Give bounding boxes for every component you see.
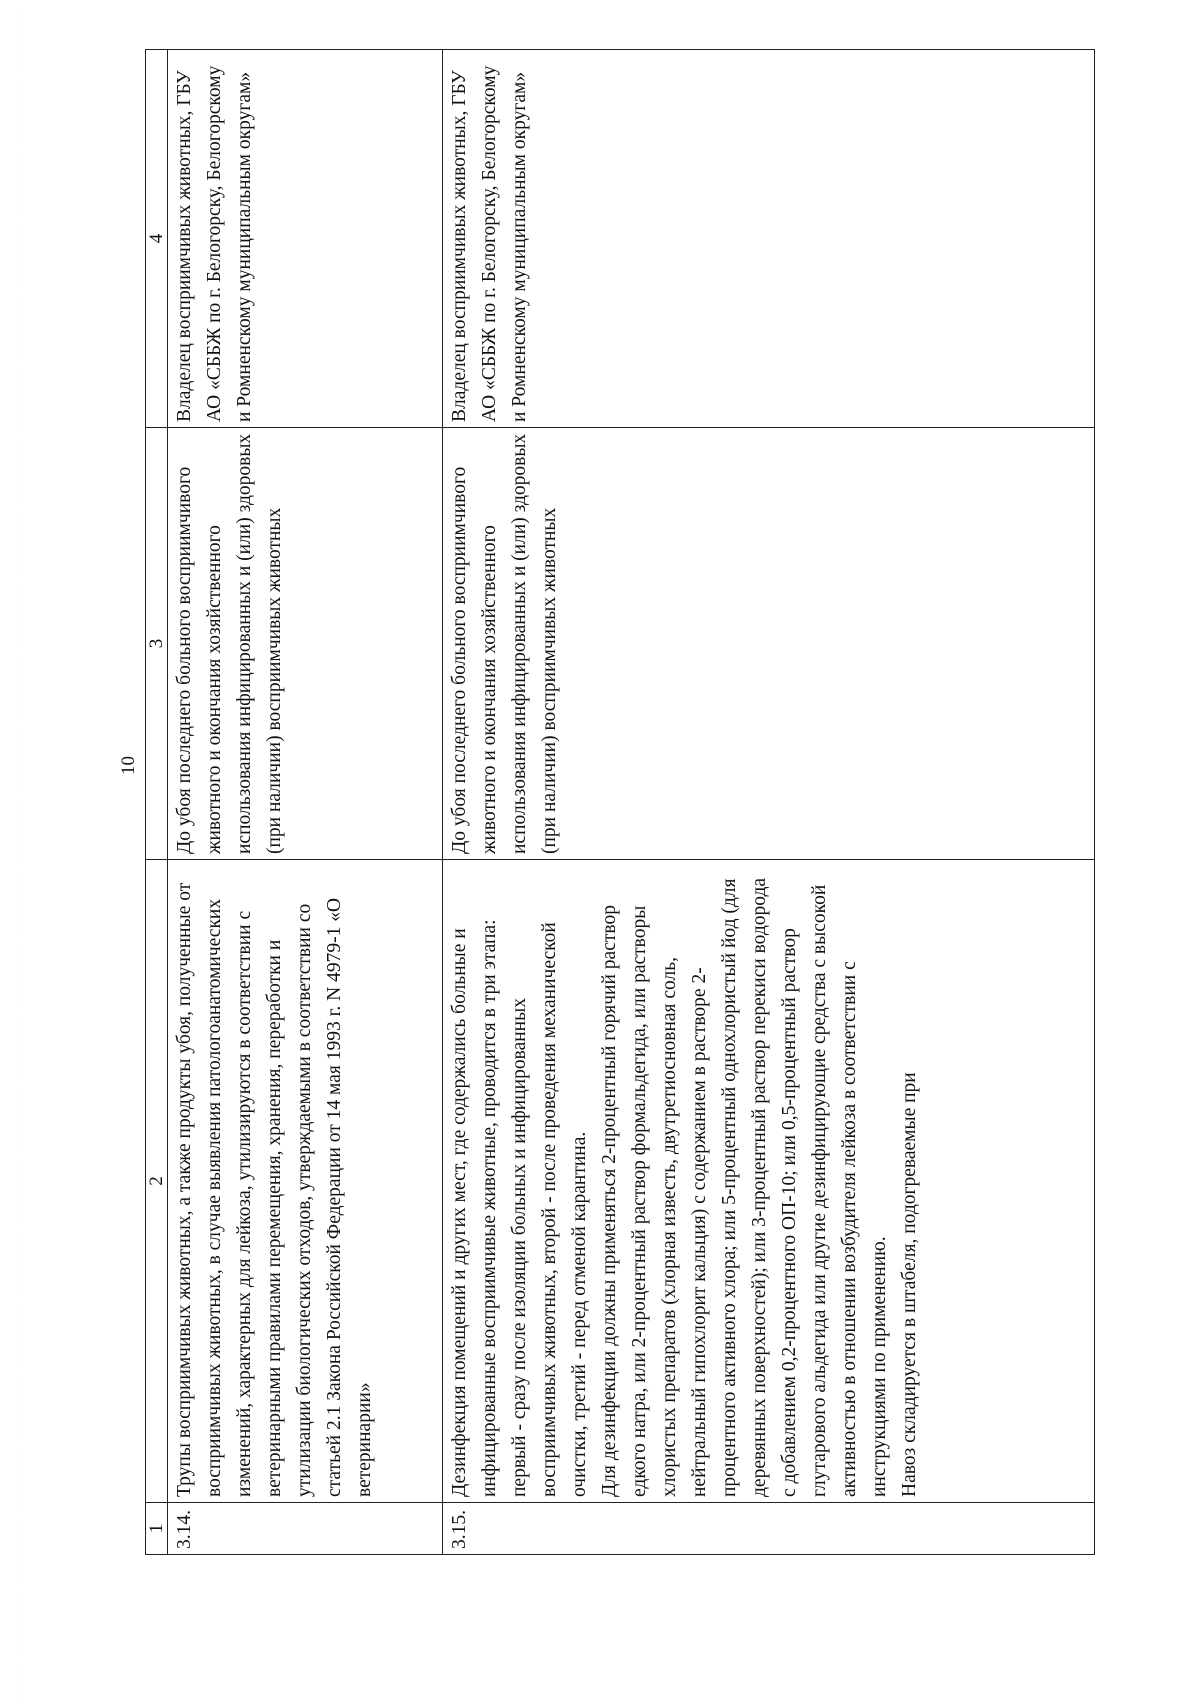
rotated-table-container [145, 50, 1095, 1555]
measure-paragraph: Навоз складируется в штабеля, подогреваемые при [899, 1072, 920, 1497]
timing-cell: До убоя последнего больного восприимчивого животного и окончания хозяйственного использования инфицированных и (или) здоровых (при наличии) восприимчивых животных [168, 428, 443, 860]
responsible-cell: Владелец восприимчивых животных, ГБУ АО «СББЖ по г. Белогорску, Белогорскому и Ромненскому муниципальным округам» [168, 50, 443, 428]
row-number: 3.14. [168, 1503, 443, 1555]
table-row [168, 50, 443, 1555]
header-row [146, 50, 168, 1555]
header-cell-1: 1 [146, 1503, 168, 1555]
row-number: 3.15. [443, 1503, 1095, 1555]
header-cell-2: 2 [146, 860, 168, 1503]
scan-edge-artifact [18, 0, 19, 1701]
responsible-cell: Владелец восприимчивых животных, ГБУ АО «СББЖ по г. Белогорску, Белогорскому и Ромненскому муниципальным округам» [443, 50, 1095, 428]
header-cell-4: 4 [146, 50, 168, 428]
measure-cell [443, 860, 1095, 1503]
header-cell-3: 3 [146, 428, 168, 860]
table-row [443, 50, 1095, 1555]
page-number: 10 [118, 756, 139, 775]
measure-paragraph: Для дезинфекции должны применяться 2-процентный горячий раствор едкого натра, или 2-процентный раствор формальдегида, или растворы хлористых препаратов (хлорная известь, двутретиосновная соль, нейтральный гипохлорит кальция) с содержанием в растворе 2-процентного активного хлора; или 5-процентный однохлористый йод (для деревянных поверхностей); или 3-процентный раствор перекиси водорода с добавлением 0,2-процентного ОП-10; или 0,5-процентный раствор глутарового альдегида или другие дезинфицирующие средства с высокой активностью в отношении возбудителя лейкоза в соответствии с инструкциями по применению. [599, 877, 890, 1497]
timing-cell: До убоя последнего больного восприимчивого животного и окончания хозяйственного использования инфицированных и (или) здоровых (при наличии) восприимчивых животных [443, 428, 1095, 860]
measure-cell: Трупы восприимчивых животных, а также продукты убоя, полученные от восприимчивых животных, в случае выявления патологоанатомических изменений, характерных для лейкоза, утилизируются в соответствии с ветеринарными правилами перемещения, хранения, переработки и утилизации биологических отходов, утверждаемыми в соответствии со статьей 2.1 Закона Российской Федерации от 14 мая 1993 г. N 4979-1 «О ветеринарии» [168, 860, 443, 1503]
measures-table [145, 49, 1095, 1555]
measure-paragraph: Дезинфекция помещений и других мест, где содержались больные и инфицированные восприимчивые животные, проводится в три этапа: первый - сразу после изоляции больных и инфицированных восприимчивых животных, второй - после проведения механической очистки, третий - перед отменой карантина. [449, 919, 590, 1497]
